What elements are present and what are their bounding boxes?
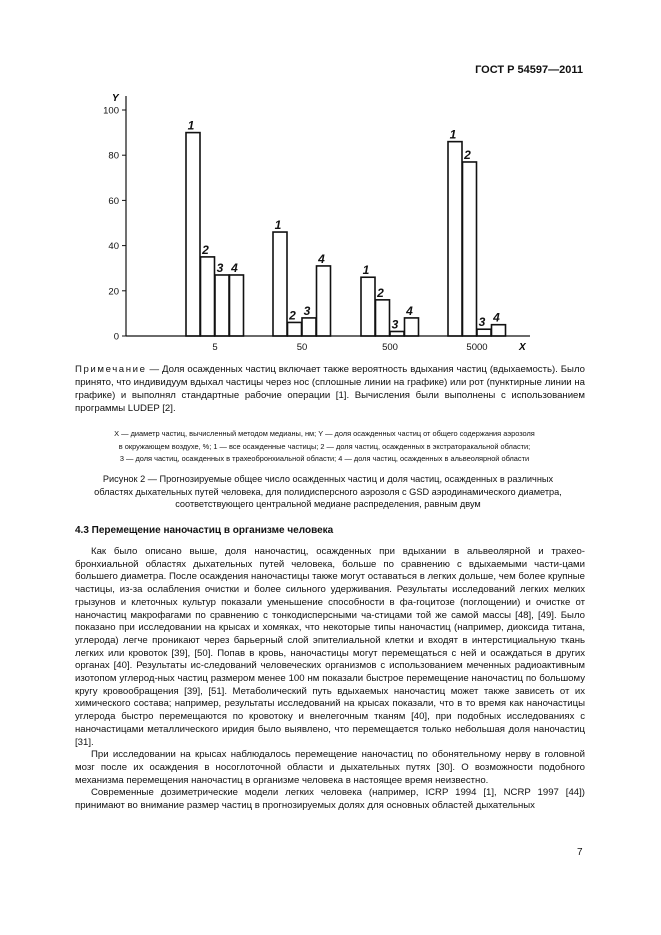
note-text: — Доля осажденных частиц включает также вероятность вдыхания частиц (вдыхаемость). Было принято, что индивидуум вдыхал частицы через нос (сплошные линии на графике) или рот (пунктирные линии на графике) и выполнял стандартные рабочие операции [1]. Вычисления были выполнены с использованием программы LUDEP [2]. <box>75 364 585 414</box>
caption-line: Рисунок 2 — Прогнозируемые общее число осажденных частиц и доля частиц, осажденных в различных <box>102 474 554 484</box>
figure-caption <box>68 473 588 511</box>
bar-series-2-cat-5 <box>201 257 215 336</box>
bar-series-2-cat-5000 <box>463 162 477 336</box>
bar-series-label: 4 <box>406 303 413 318</box>
figure-note <box>75 363 585 415</box>
legend-line: X — диаметр частиц, вычисленный методом медианы, нм; Y — доля осажденных частиц от общего содержания аэрозоля <box>114 429 535 438</box>
bar-series-3-cat-500 <box>390 331 404 336</box>
bar-series-label: 4 <box>493 310 500 325</box>
bar-series-4-cat-50 <box>317 266 331 336</box>
bar-series-label: 4 <box>231 260 238 275</box>
paragraph: Как было описано выше, доля наночастиц, осажденных при вдыхании в альвеолярной и трахео-бронхиальной областях дыхательных путей человека, больше по сравнению с вдыхаемыми части-цами большего диаметра. После осаждения наночастицы также могут оставаться в легких дольше, чем более крупные частицы, из-за ослабления очистки и более сильного удерживания. Результаты исследований легких мелких грызунов и клеточных культур показали уменьшение способности в фа-гоцитозе (поглощении) и очистке от наночастиц макрофагами по сравнению с тонкодисперсными ча-стицами той же самой массы [48], [49]. Было показано при исследовании на крысах и хомяках, что некоторые типы наночастиц (например, диоксида титана, углерода) легче проникают через барьерный слой эпителиальной клетки и входят в интерстициальную ткань легких или кровоток [39], [50]. Попав в кровь, наночастицы могут перемещаться с ней и осаждаться в других органах [40]. Результаты ис-следований человеческих организмов с использованием меченных радиоактивным изотопом углерод-ных частиц размером менее 100 нм показали быстрое перемещение наночастиц по большому кругу кровообращения [39], [51]. Метаболический путь вдыхаемых наночастиц может также зависеть от их химического состава; например, результаты исследований на крысах показали, что в то время как наночастицы углерода быстро перемещаются по кровотоку и внелегочным тканям [40], при подобных исследованиях с наночастицами металлического иридия было выявлено, что перемещается только небольшая доля наночастиц [31]. <box>75 546 585 748</box>
bar-series-3-cat-5000 <box>477 329 491 336</box>
x-axis-label: X <box>519 342 526 353</box>
x-category-label: 5000 <box>466 342 488 353</box>
paragraph: При исследовании на крысах наблюдалось перемещение наночастиц по обонятельному нерву в головной мозг после их осаждения в носоглоточной области и дыхательных путях [30]. О возможности подобного механизма перемещения наночастиц в организме человека в настоящее время неизвестно. <box>75 749 585 786</box>
bar-series-1-cat-50 <box>273 232 287 336</box>
bar-series-4-cat-5 <box>230 275 244 336</box>
bar-series-2-cat-500 <box>376 300 390 336</box>
paragraph: Современные дозиметрические модели легких человека (например, ICRP 1994 [1], NCRP 1997 [44]) принимают во внимание размер частиц в прогнозируемых долях для основных областей дыхательных <box>75 787 585 812</box>
legend-line: 3 — доля частиц, осажденных в трахеобронхиальной области; 4 — доля частиц, осажденных в альвеолярной области <box>119 454 530 463</box>
bar-series-label: 3 <box>478 315 486 330</box>
bar-series-2-cat-50 <box>288 322 302 336</box>
x-category-label: 5 <box>212 342 218 353</box>
x-category-label: 50 <box>296 342 308 353</box>
bar-series-1-cat-5000 <box>448 142 462 336</box>
figure-legend <box>62 428 587 466</box>
y-tick-label: 60 <box>108 195 119 207</box>
bar-series-label: 1 <box>362 263 370 278</box>
y-tick-label: 40 <box>108 241 119 253</box>
bar-series-label: 2 <box>289 308 296 323</box>
bar-series-label: 2 <box>464 147 471 162</box>
y-tick-label: 20 <box>108 286 119 298</box>
standard-header: ГОСТ Р 54597—2011 <box>475 64 583 76</box>
bar-series-label: 3 <box>303 303 311 318</box>
bar-series-label: 1 <box>274 218 282 233</box>
y-axis-label: Y <box>112 93 119 104</box>
section-title: 4.3 Перемещение наночастиц в организме человека <box>75 525 334 536</box>
legend-line: в окружающем воздухе, %; 1 — все осажденные частицы; 2 — доля частиц, осажденных в экстраторакальной области; <box>118 441 531 451</box>
bar-series-label: 1 <box>187 118 195 133</box>
bar-series-label: 3 <box>216 260 224 275</box>
x-category-label: 500 <box>382 342 398 353</box>
page-number: 7 <box>577 847 583 858</box>
y-tick-label: 100 <box>103 105 119 117</box>
y-tick-label: 0 <box>113 331 119 343</box>
body-text <box>75 546 585 813</box>
bar-series-label: 4 <box>318 251 325 266</box>
bar-series-4-cat-500 <box>405 318 419 336</box>
bar-series-3-cat-50 <box>302 318 316 336</box>
bar-series-3-cat-5 <box>215 275 229 336</box>
bar-series-label: 2 <box>202 242 209 257</box>
deposition-bar-chart <box>0 0 661 360</box>
bar-series-1-cat-500 <box>361 277 375 336</box>
caption-line: соответствующего центральной медиане распределения, равным двум <box>175 499 481 509</box>
bar-series-1-cat-5 <box>186 133 200 336</box>
bar-series-4-cat-5000 <box>492 325 506 336</box>
bar-series-label: 2 <box>377 285 384 300</box>
note-label: Примечание <box>75 364 147 375</box>
caption-line: областях дыхательных путей человека, для полидисперсного аэрозоля с GSD аэродинамического диаметра, <box>94 486 562 497</box>
bar-series-label: 3 <box>391 317 399 332</box>
y-tick-label: 80 <box>108 150 119 162</box>
bar-series-label: 1 <box>449 127 457 142</box>
